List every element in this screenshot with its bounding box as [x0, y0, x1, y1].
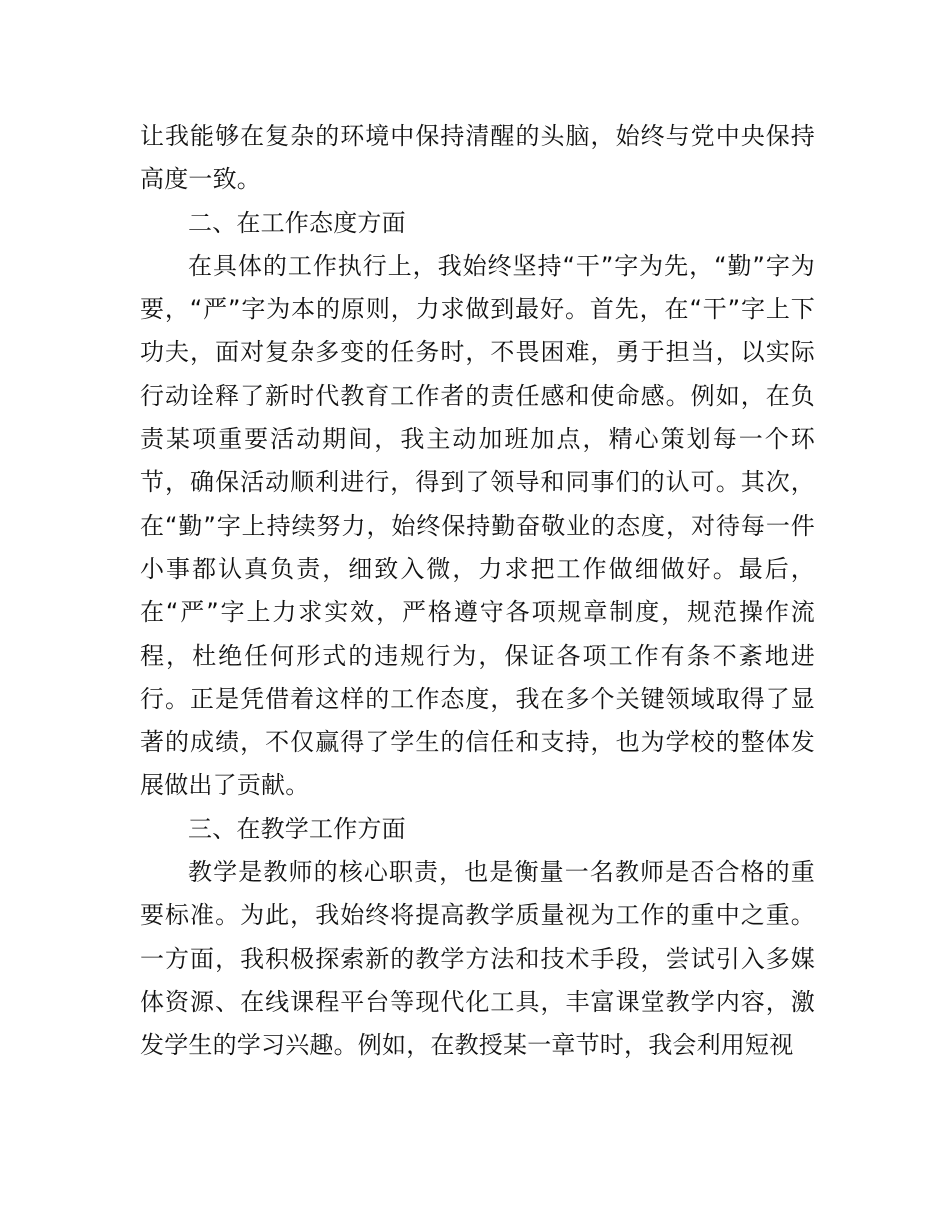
section-heading-work-attitude: 二、在工作态度方面	[188, 208, 406, 237]
paragraph-teaching-work: 教学是教师的核心职责，也是衡量一名教师是否合格的重要标准。为此，我始终将提高教学质量视为工作的重中之重。一方面，我积极探索新的教学方法和技术手段，尝试引入多媒体资源、在线课程平台等现代化工具，丰富课堂教学内容，激发学生的学习兴趣。例如，在教授某一章节时，我会利用短视	[140, 858, 815, 1060]
document-page	[140, 115, 815, 1068]
section-heading-teaching-work: 三、在教学工作方面	[188, 814, 406, 843]
paragraph-continuation: 让我能够在复杂的环境中保持清醒的头脑，始终与党中央保持高度一致。	[140, 122, 815, 194]
paragraph-work-attitude: 在具体的工作执行上，我始终坚持“干”字为先，“勤”字为要，“严”字为本的原则，力求做到最好。首先，在“干”字上下功夫，面对复杂多变的任务时，不畏困难，勇于担当，以实际行动诠释了新时代教育工作者的责任感和使命感。例如，在负责某项重要活动期间，我主动加班加点，精心策划每一个环节，确保活动顺利进行，得到了领导和同事们的认可。其次，在“勤”字上持续努力，始终保持勤奋敬业的态度，对待每一件小事都认真负责，细致入微，力求把工作做细做好。最后，在“严”字上力求实效，严格遵守各项规章制度，规范操作流程，杜绝任何形式的违规行为，保证各项工作有条不紊地进行。正是凭借着这样的工作态度，我在多个关键领域取得了显著的成绩，不仅赢得了学生的信任和支持，也为学校的整体发展做出了贡献。	[140, 251, 815, 800]
